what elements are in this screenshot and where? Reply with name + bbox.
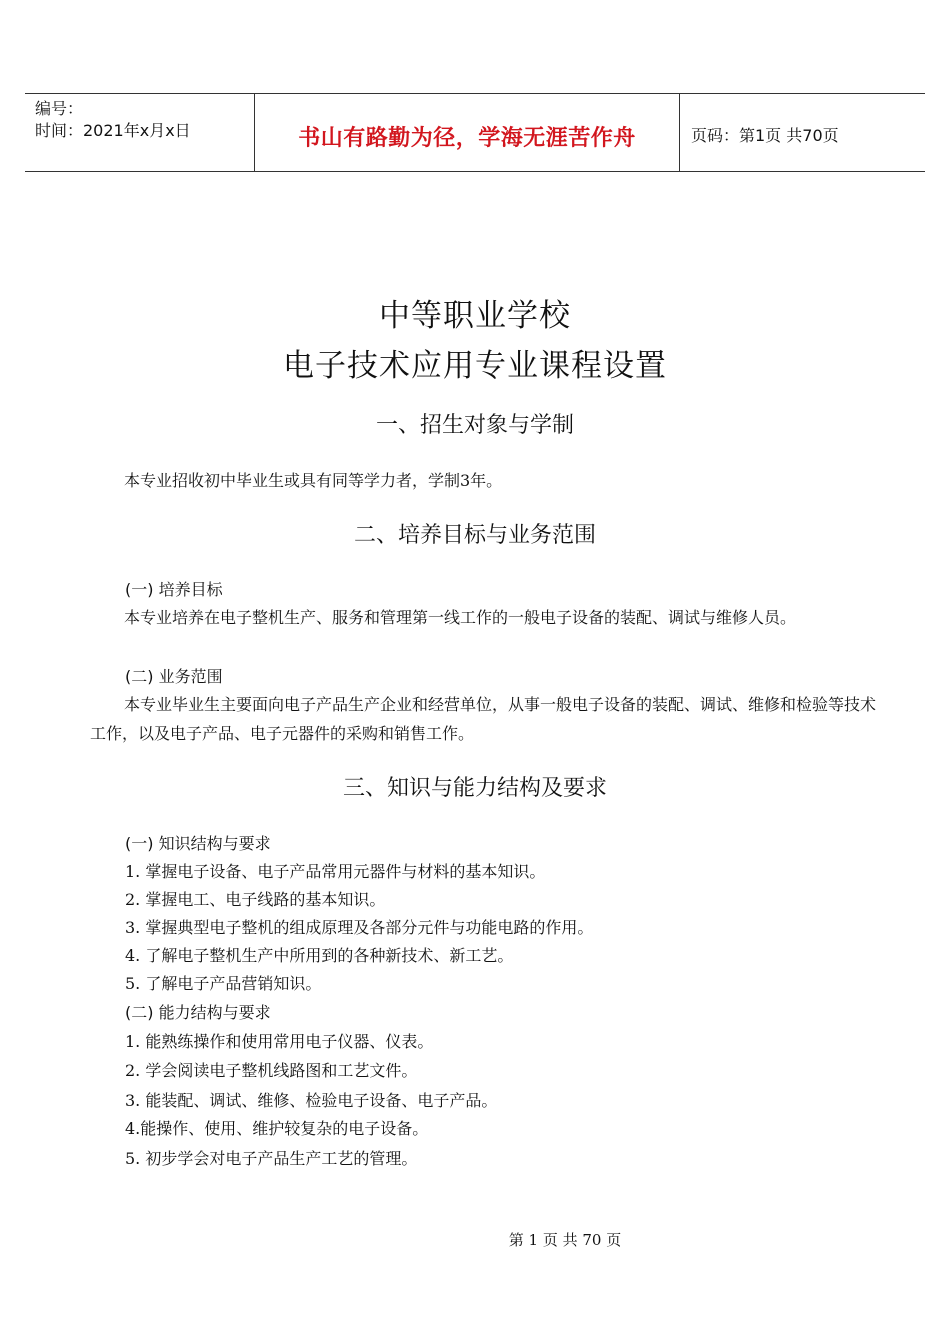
header-left-cell bbox=[25, 94, 255, 171]
document-title-line1: 中等职业学校 bbox=[379, 298, 571, 334]
subheading-training-goal: (一) 培养目标 bbox=[125, 580, 223, 599]
knowledge-item-3: 3. 掌握典型电子整机的组成原理及各部分元件与功能电路的作用。 bbox=[125, 918, 594, 937]
paragraph-business-scope: 本专业毕业生主要面向电子产品生产企业和经营单位，从事一般电子设备的装配、调试、维修和检验等技术工作，以及电子产品、电子元器件的采购和销售工作。 bbox=[90, 695, 877, 743]
subheading-ability: (二) 能力结构与要求 bbox=[125, 1003, 271, 1022]
subheading-business-scope: (二) 业务范围 bbox=[125, 667, 223, 686]
document-id-label: 编号： bbox=[35, 99, 84, 118]
ability-item-4: 4.能操作、使用、维护较复杂的电子设备。 bbox=[125, 1119, 429, 1138]
knowledge-item-4: 4. 了解电子整机生产中所用到的各种新技术、新工艺。 bbox=[125, 946, 514, 965]
ability-item-3: 3. 能装配、调试、维修、检验电子设备、电子产品。 bbox=[125, 1091, 498, 1110]
knowledge-item-1: 1. 掌握电子设备、电子产品常用元器件与材料的基本知识。 bbox=[125, 862, 546, 881]
page-footer: 第 1 页 共 70 页 bbox=[508, 1231, 622, 1249]
document-time-label: 时间：2021年x月x日 bbox=[35, 121, 191, 140]
knowledge-item-2: 2. 掌握电工、电子线路的基本知识。 bbox=[125, 890, 386, 909]
section-heading-1: 一、招生对象与学制 bbox=[375, 413, 574, 438]
ability-item-5: 5. 初步学会对电子产品生产工艺的管理。 bbox=[125, 1149, 418, 1168]
ability-item-2: 2. 学会阅读电子整机线路图和工艺文件。 bbox=[125, 1061, 418, 1080]
ability-item-1: 1. 能熟练操作和使用常用电子仪器、仪表。 bbox=[125, 1032, 434, 1051]
header-middle-cell bbox=[255, 94, 680, 171]
document-header bbox=[25, 93, 925, 172]
section-heading-2: 二、培养目标与业务范围 bbox=[353, 523, 596, 548]
header-right-cell bbox=[680, 94, 925, 171]
section-heading-3: 三、知识与能力结构及要求 bbox=[342, 776, 607, 801]
subheading-knowledge: (一) 知识结构与要求 bbox=[125, 834, 271, 853]
section-1-paragraph: 本专业招收初中毕业生或具有同等学力者，学制3年。 bbox=[124, 471, 503, 490]
document-title-line2: 电子技术应用专业课程设置 bbox=[283, 348, 667, 384]
paragraph-training-goal: 本专业培养在电子整机生产、服务和管理第一线工作的一般电子设备的装配、调试与维修人员。 bbox=[124, 608, 797, 627]
knowledge-item-5: 5. 了解电子产品营销知识。 bbox=[125, 974, 322, 993]
header-page-label: 页码：第1页 共70页 bbox=[691, 126, 839, 145]
header-motto: 书山有路勤为径，学海无涯苦作舟 bbox=[298, 125, 636, 151]
